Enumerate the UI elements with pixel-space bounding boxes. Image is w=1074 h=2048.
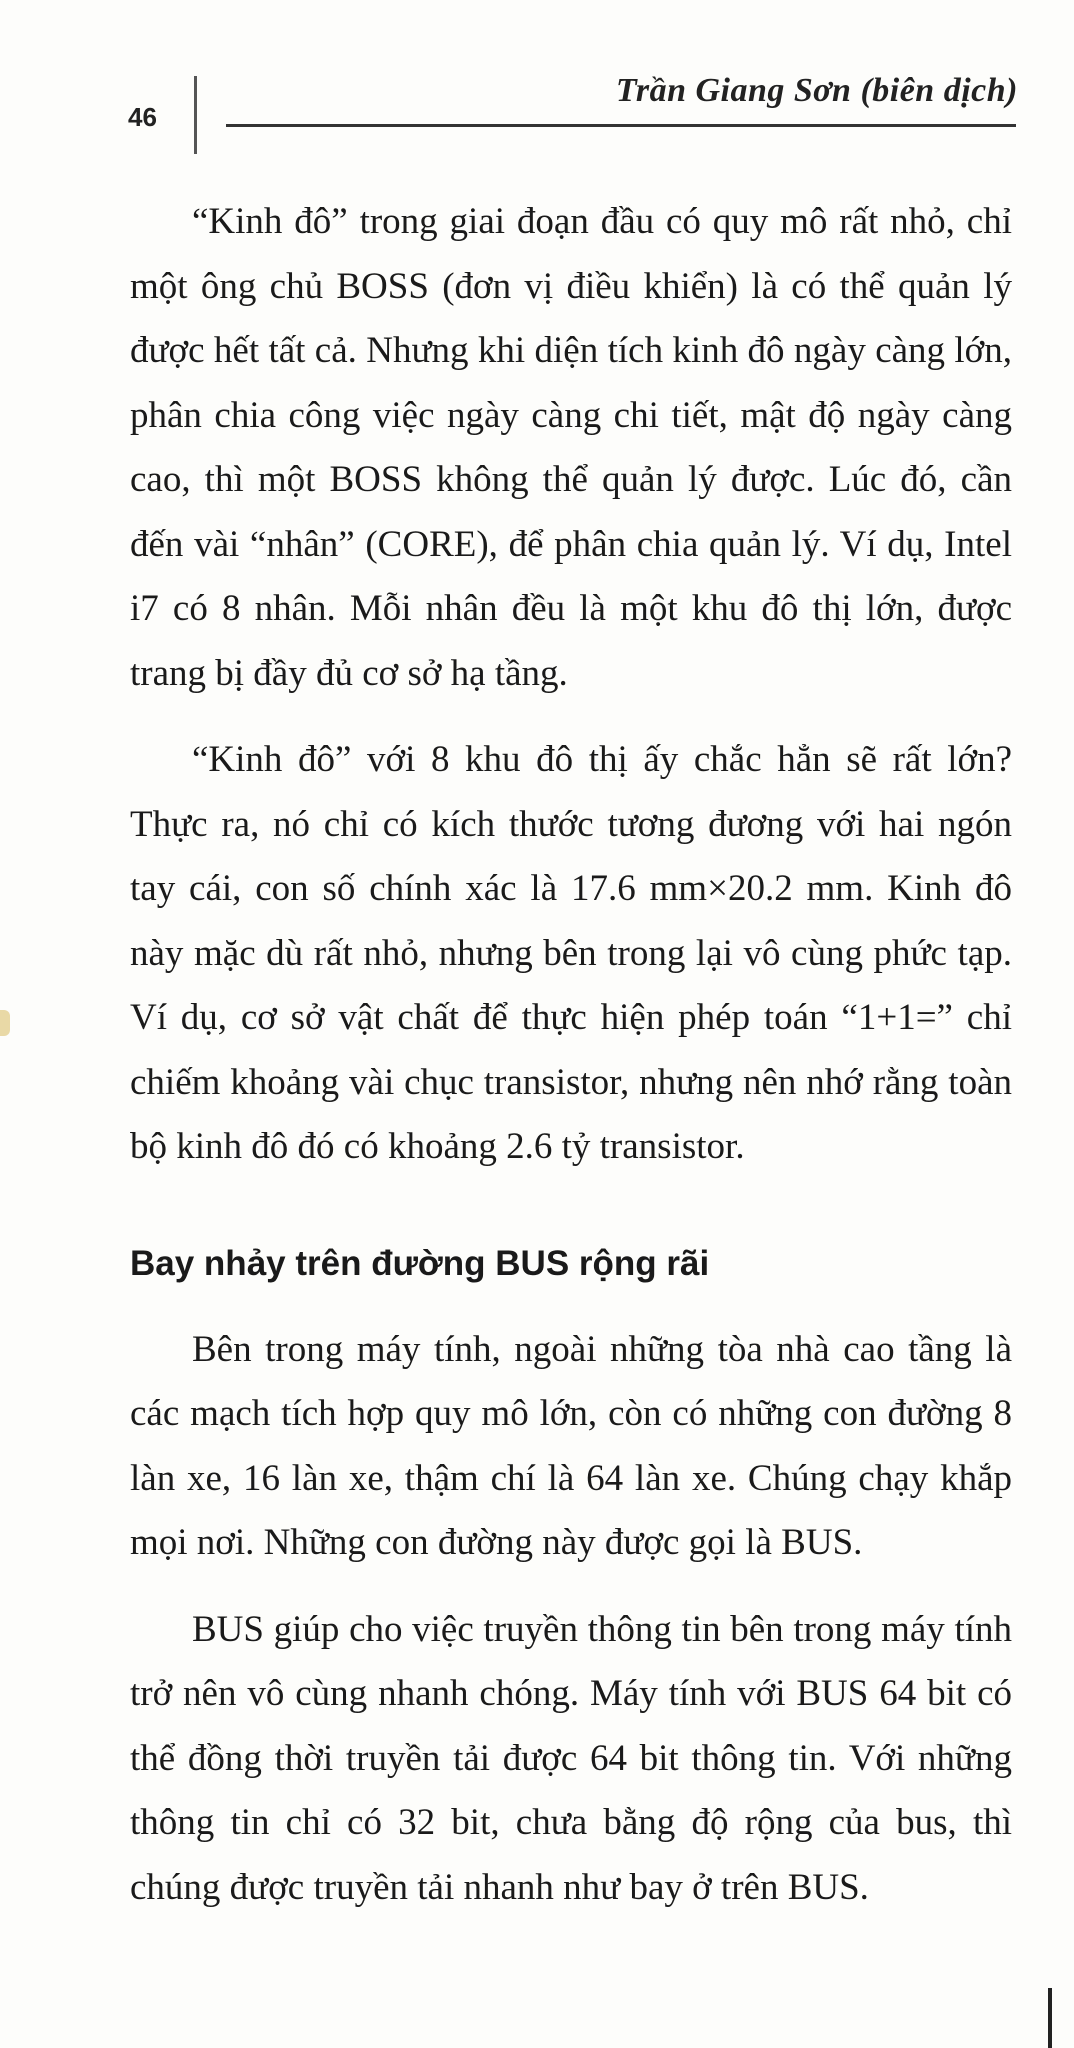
page-number: 46 <box>128 102 157 132</box>
paragraph-kinh-do-size: “Kinh đô” với 8 khu đô thị ấy chắc hẳn sẽ rất lớn? Thực ra, nó chỉ có kích thước tương đương với hai ngón tay cái, con số chính xác là 17.6 mm×20.2 mm. Kinh đô này mặc dù rất nhỏ, nhưng bên trong lại vô cùng phức tạp. Ví dụ, cơ sở vật chất để thực hiện phép toán “1+1=” chỉ chiếm khoảng vài chục transistor, nhưng nên nhớ rằng toàn bộ kinh đô đó có khoảng 2.6 tỷ transistor. <box>130 739 1012 1167</box>
header-rule <box>226 124 1016 127</box>
page-body <box>130 190 1012 1920</box>
header-vertical-rule <box>194 76 197 154</box>
paragraph-bus-roads: Bên trong máy tính, ngoài những tòa nhà cao tầng là các mạch tích hợp quy mô lớn, còn có những con đường 8 làn xe, 16 làn xe, thậm chí là 64 làn xe. Chúng chạy khắp mọi nơi. Những con đường này được gọi là BUS. <box>130 1328 1012 1563</box>
page-edge-mark <box>0 1010 10 1036</box>
paragraph-bus-transfer: BUS giúp cho việc truyền thông tin bên trong máy tính trở nên vô cùng nhanh chóng. Máy tính với BUS 64 bit có thể đồng thời truyền tải được 64 bit thông tin. Với những thông tin chỉ có 32 bit, chưa bằng độ rộng của bus, thì chúng được truyền tải nhanh như bay ở trên BUS. <box>130 1608 1012 1908</box>
section-heading: Bay nhảy trên đường BUS rộng rãi <box>130 1243 710 1283</box>
running-header-author: Trần Giang Sơn (biên dịch) <box>615 72 1018 109</box>
paragraph-kinh-do-boss: “Kinh đô” trong giai đoạn đầu có quy mô rất nhỏ, chỉ một ông chủ BOSS (đơn vị điều khiển) là có thể quản lý được hết tất cả. Nhưng khi diện tích kinh đô ngày càng lớn, phân chia công việc ngày càng chi tiết, mật độ ngày càng cao, thì một BOSS không thể quản lý được. Lúc đó, cần đến vài “nhân” (CORE), để phân chia quản lý. Ví dụ, Intel i7 có 8 nhân. Mỗi nhân đều là một khu đô thị lớn, được trang bị đầy đủ cơ sở hạ tầng. <box>130 201 1012 694</box>
page-edge-line <box>1048 1988 1052 2048</box>
